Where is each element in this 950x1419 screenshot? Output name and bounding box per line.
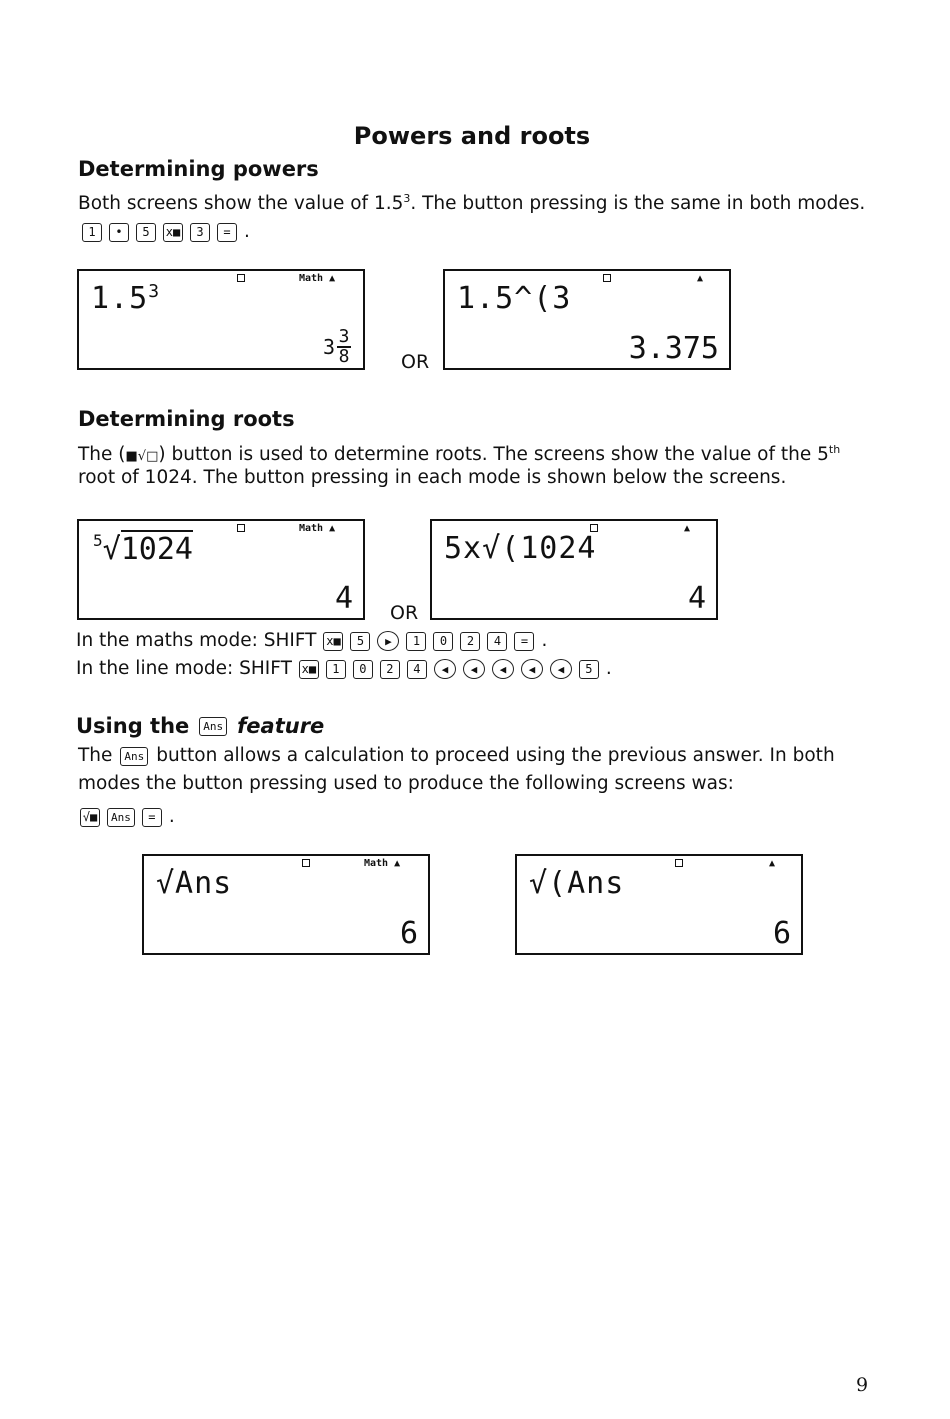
page-title: Powers and roots	[353, 122, 591, 150]
calculator-screen-line-power	[443, 269, 731, 370]
key-0: 0	[433, 632, 453, 651]
deg-indicator	[237, 274, 245, 282]
screen-expression	[91, 281, 160, 316]
screen-result: 3.375	[628, 331, 719, 366]
key-sequence-period: .	[605, 658, 612, 679]
key-0: 0	[353, 660, 373, 679]
deg-indicator	[237, 524, 245, 532]
key-left-arrow: ◀	[492, 659, 514, 679]
root-index: 5	[93, 531, 103, 550]
mode-indicator: Math ▲	[299, 273, 336, 284]
key-1: 1	[326, 660, 346, 679]
key-1: 1	[406, 632, 426, 651]
roots-text-b: ) button is used to determine roots. The screens show the value of the 5	[158, 444, 829, 466]
key-1: 1	[82, 223, 102, 242]
fraction-denominator: 8	[338, 346, 350, 367]
key-sequence-period: .	[244, 221, 250, 242]
key-power: x■	[299, 660, 319, 679]
ans-paragraph-line1	[78, 742, 835, 770]
screen-result: 6	[772, 916, 791, 951]
key-2: 2	[460, 632, 480, 651]
key-2: 2	[380, 660, 400, 679]
maths-mode-key-sequence	[76, 627, 547, 655]
calculator-screen-math-ans	[142, 854, 430, 955]
key-left-arrow: ◀	[434, 659, 456, 679]
ans-key-icon: Ans	[120, 747, 148, 766]
key-right-arrow: ▶	[377, 631, 399, 651]
ans-paragraph-line2: modes the button pressing used to produce the following screens was:	[78, 773, 734, 794]
screen-result-fraction	[323, 328, 351, 366]
root-key-symbol: ■√□	[125, 449, 159, 465]
radicand: 1024	[120, 532, 193, 567]
page-number: 9	[856, 1374, 869, 1396]
key-5: 5	[136, 223, 156, 242]
mode-indicator: Math ▲	[364, 858, 401, 869]
key-power: x■	[323, 632, 343, 651]
roots-paragraph-line2: root of 1024. The button pressing in each mode is shown below the screens.	[78, 467, 787, 488]
key-4: 4	[487, 632, 507, 651]
ans-heading-a: Using the	[76, 714, 190, 738]
key-decimal-point: •	[109, 223, 129, 242]
key-5: 5	[579, 660, 599, 679]
or-label-roots: OR	[390, 602, 419, 624]
line-mode-key-sequence	[76, 655, 612, 683]
ans-key-icon: Ans	[199, 717, 227, 736]
ans-text-a: The	[78, 745, 113, 766]
deg-indicator	[302, 859, 310, 867]
fraction-numerator: 3	[338, 326, 350, 347]
powers-text-sup: 3	[403, 192, 411, 205]
key-equals: =	[142, 808, 162, 827]
fraction-whole: 3	[322, 335, 335, 359]
screen-result: 4	[687, 581, 706, 616]
calculator-screen-line-ans	[515, 854, 803, 955]
key-power: x■	[163, 223, 183, 242]
powers-text-a: Both screens show the value of 1.5	[78, 193, 404, 215]
screen-expression: 5x√(1024	[444, 531, 597, 566]
mode-indicator: Math ▲	[299, 523, 336, 534]
screen-result: 6	[399, 916, 418, 951]
key-4: 4	[407, 660, 427, 679]
roots-text-sup: th	[828, 443, 841, 456]
screen-expression: √(Ans	[529, 866, 625, 901]
or-label-powers: OR	[401, 351, 430, 373]
section-heading-ans	[76, 714, 324, 738]
ans-text-b: button allows a calculation to proceed using the previous answer. In both	[156, 745, 835, 766]
key-5: 5	[350, 632, 370, 651]
screen-result: 4	[334, 581, 353, 616]
key-left-arrow: ◀	[463, 659, 485, 679]
section-heading-roots: Determining roots	[78, 407, 295, 431]
mode-indicator: ▲	[697, 273, 704, 284]
deg-indicator	[675, 859, 683, 867]
maths-mode-label: In the maths mode: SHIFT	[76, 630, 317, 651]
powers-key-sequence	[82, 218, 250, 246]
key-sequence-period: .	[541, 630, 548, 651]
key-left-arrow: ◀	[550, 659, 572, 679]
key-equals: =	[217, 223, 237, 242]
deg-indicator	[603, 274, 611, 282]
screen-expr-exponent: 3	[148, 281, 161, 302]
key-square-root: √■	[80, 808, 100, 827]
mode-indicator: ▲	[769, 858, 776, 869]
ans-heading-b: feature	[237, 714, 325, 738]
screen-expr-base: 1.5	[91, 281, 149, 316]
powers-text-b: . The button pressing is the same in both modes.	[410, 193, 866, 215]
fraction	[337, 328, 351, 366]
radical-sign: √	[102, 532, 121, 567]
calculator-screen-line-root	[430, 519, 718, 620]
calculator-screen-math-power	[77, 269, 365, 370]
calculator-screen-math-root	[77, 519, 365, 620]
key-sequence-period: .	[168, 806, 175, 827]
screen-expression-root	[93, 531, 193, 567]
key-3: 3	[190, 223, 210, 242]
section-heading-powers: Determining powers	[78, 157, 319, 181]
roots-text-a: The (	[78, 444, 126, 466]
mode-indicator: ▲	[684, 523, 691, 534]
screen-expression: 1.5^(3	[457, 281, 572, 316]
key-left-arrow: ◀	[521, 659, 543, 679]
screen-expression: √Ans	[156, 866, 233, 901]
key-ans: Ans	[107, 808, 135, 827]
key-equals: =	[514, 632, 534, 651]
line-mode-label: In the line mode: SHIFT	[76, 658, 292, 679]
ans-key-sequence	[80, 803, 175, 831]
powers-paragraph	[78, 185, 865, 218]
